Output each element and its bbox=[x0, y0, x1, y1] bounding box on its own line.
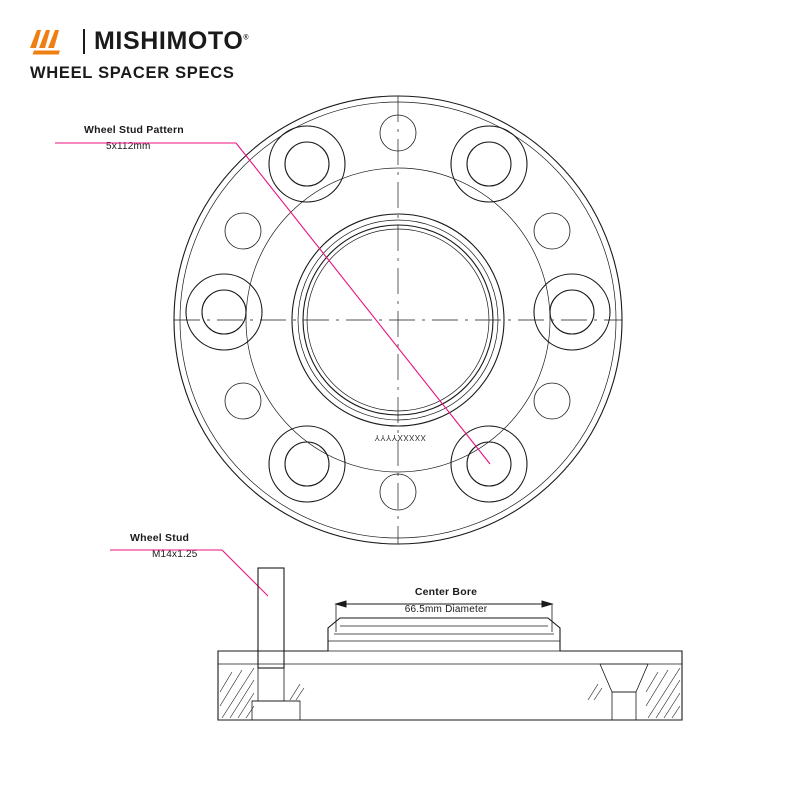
spacer-body-outline bbox=[218, 618, 682, 720]
registered-mark: ® bbox=[243, 34, 250, 42]
wheel-stud-pattern-leader bbox=[55, 143, 490, 464]
lug-pocket bbox=[269, 126, 345, 202]
section-hatch-mid-right bbox=[588, 684, 602, 700]
lug-hole bbox=[467, 142, 511, 186]
lug-hole bbox=[285, 142, 329, 186]
sheet-subtitle: WHEEL SPACER SPECS bbox=[30, 64, 235, 82]
lug-pocket bbox=[451, 126, 527, 202]
lug-hole bbox=[202, 290, 246, 334]
lug-pocket bbox=[451, 426, 527, 502]
section-hatch-right bbox=[646, 668, 680, 718]
callout-center-bore-title: Center Bore bbox=[414, 586, 478, 598]
callout-center-bore-value: 66.5mm Diameter bbox=[404, 604, 488, 615]
small-hole bbox=[534, 383, 570, 419]
small-hole bbox=[225, 383, 261, 419]
lug-pocket bbox=[269, 426, 345, 502]
callout-wheel-stud-pattern-title: Wheel Stud Pattern bbox=[84, 124, 184, 136]
small-hole bbox=[534, 213, 570, 249]
section-hatch-mid-left bbox=[290, 684, 304, 700]
callout-wheel-stud-title: Wheel Stud bbox=[130, 532, 190, 544]
stud-bore-section bbox=[252, 651, 300, 720]
callout-wheel-stud-value: M14x1.25 bbox=[152, 549, 198, 560]
lug-hole bbox=[550, 290, 594, 334]
lug-pocket bbox=[186, 274, 262, 350]
small-hole-group bbox=[225, 115, 570, 510]
lug-pocket bbox=[534, 274, 610, 350]
spacer-section-view bbox=[218, 568, 682, 720]
center-bore-dimension bbox=[336, 601, 552, 632]
wheel-stud-leader bbox=[110, 550, 268, 596]
centerlines bbox=[174, 96, 622, 544]
etched-part-marking: XXXXXYYYY bbox=[374, 433, 426, 442]
small-hole bbox=[225, 213, 261, 249]
callout-wheel-stud-pattern-value: 5x112mm bbox=[106, 141, 151, 152]
spacer-front-view bbox=[174, 96, 622, 544]
brand-name-text: MISHIMOTO bbox=[94, 26, 244, 55]
wheel-stud-shank bbox=[258, 568, 284, 668]
lug-hole bbox=[285, 442, 329, 486]
lug-hole bbox=[467, 442, 511, 486]
section-hatch-left bbox=[220, 668, 254, 718]
lug-seat-section bbox=[600, 664, 648, 720]
